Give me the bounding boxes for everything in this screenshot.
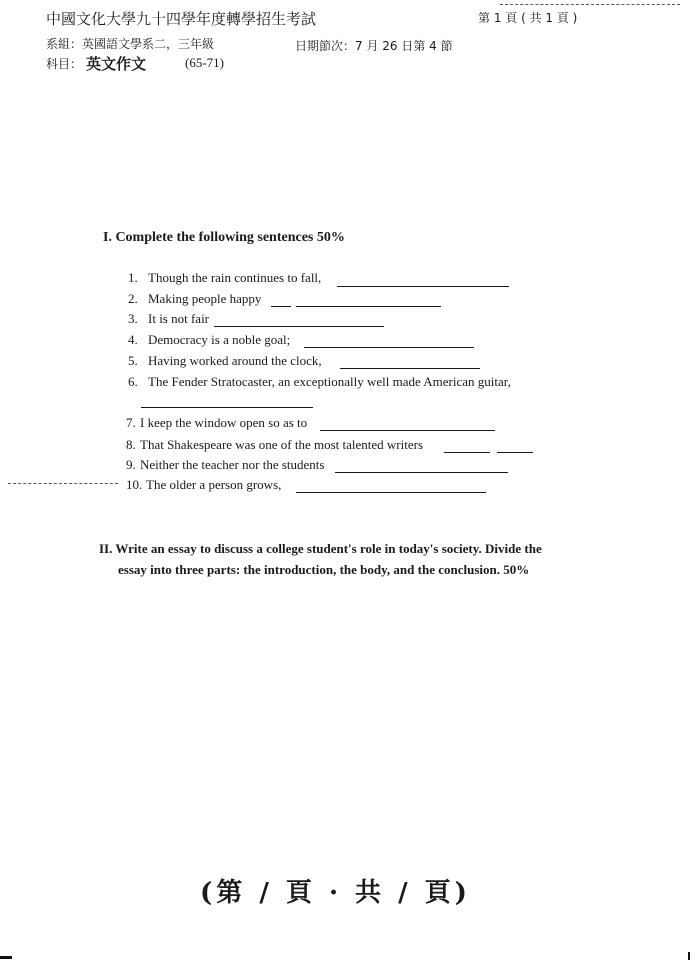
subject-code: (65-71) bbox=[185, 55, 224, 70]
item-number: 1. bbox=[128, 270, 138, 285]
page-indicator: 第 1 頁 ( 共 1 頁 ) bbox=[478, 11, 578, 25]
item-text: That Shakespeare was one of the most talented writers bbox=[140, 437, 424, 452]
answer-blank[interactable] bbox=[296, 306, 441, 307]
answer-blank[interactable] bbox=[141, 407, 313, 408]
item-number: 3. bbox=[128, 311, 138, 326]
answer-blank[interactable] bbox=[304, 347, 474, 348]
answer-blank[interactable] bbox=[335, 472, 508, 473]
department-label: 系組：英國語文學系二，三年級 bbox=[46, 37, 215, 51]
sentence-item bbox=[126, 415, 307, 431]
header-rule bbox=[500, 4, 680, 5]
scan-mark bbox=[688, 952, 690, 960]
scan-mark bbox=[0, 956, 12, 959]
answer-blank[interactable] bbox=[444, 452, 490, 453]
item-text: The Fender Stratocaster, an exceptionally well made American guitar, bbox=[148, 374, 511, 389]
sentence-item bbox=[128, 332, 290, 348]
sentence-item bbox=[128, 353, 322, 369]
item-text: Neither the teacher nor the students bbox=[140, 457, 325, 472]
item-number: 8. bbox=[126, 437, 136, 452]
item-number: 6. bbox=[128, 374, 138, 389]
sentence-item bbox=[126, 437, 423, 453]
item-text: Though the rain continues to fall, bbox=[148, 270, 322, 285]
answer-blank[interactable] bbox=[271, 306, 291, 307]
section-1-title: I. Complete the following sentences 50% bbox=[103, 230, 345, 245]
sentence-item bbox=[128, 374, 511, 390]
subject-label: 科目： bbox=[46, 57, 83, 71]
answer-blank[interactable] bbox=[296, 492, 486, 493]
subject-name: 英文作文 bbox=[86, 55, 147, 73]
section-2-line-1: II. Write an essay to discuss a college student's role in today's society. Divide the bbox=[99, 541, 542, 556]
item-text: The older a person grows, bbox=[146, 477, 282, 492]
answer-blank[interactable] bbox=[214, 326, 384, 327]
school-title: 中國文化大學九十四學年度轉學招生考試 bbox=[46, 10, 317, 28]
sentence-item bbox=[126, 457, 324, 473]
answer-blank[interactable] bbox=[497, 452, 533, 453]
sentence-item bbox=[126, 477, 281, 493]
item-number: 2. bbox=[128, 291, 138, 306]
item-text: Democracy is a noble goal; bbox=[148, 332, 291, 347]
item-text: I keep the window open so as to bbox=[140, 415, 308, 430]
item-number: 4. bbox=[128, 332, 138, 347]
answer-blank[interactable] bbox=[320, 430, 495, 431]
exam-schedule: 日期節次：7 月 26 日第 4 節 bbox=[295, 39, 453, 53]
item-number: 7. bbox=[126, 415, 136, 430]
item-number: 10. bbox=[126, 477, 143, 492]
answer-blank[interactable] bbox=[340, 368, 480, 369]
item-text: Making people happy bbox=[148, 291, 262, 306]
sentence-item bbox=[128, 311, 209, 327]
item-text: Having worked around the clock, bbox=[148, 353, 322, 368]
answer-blank[interactable] bbox=[337, 286, 509, 287]
item-number: 5. bbox=[128, 353, 138, 368]
sentence-item bbox=[128, 270, 321, 286]
page-footer: (第 / 頁 · 共 / 頁) bbox=[200, 878, 471, 908]
sentence-item bbox=[128, 291, 261, 307]
section-2-line-2: essay into three parts: the introduction, the body, and the conclusion. 50% bbox=[118, 562, 530, 577]
item-number: 9. bbox=[126, 457, 136, 472]
item-text: It is not fair bbox=[148, 311, 210, 326]
scan-artifact bbox=[8, 483, 118, 484]
